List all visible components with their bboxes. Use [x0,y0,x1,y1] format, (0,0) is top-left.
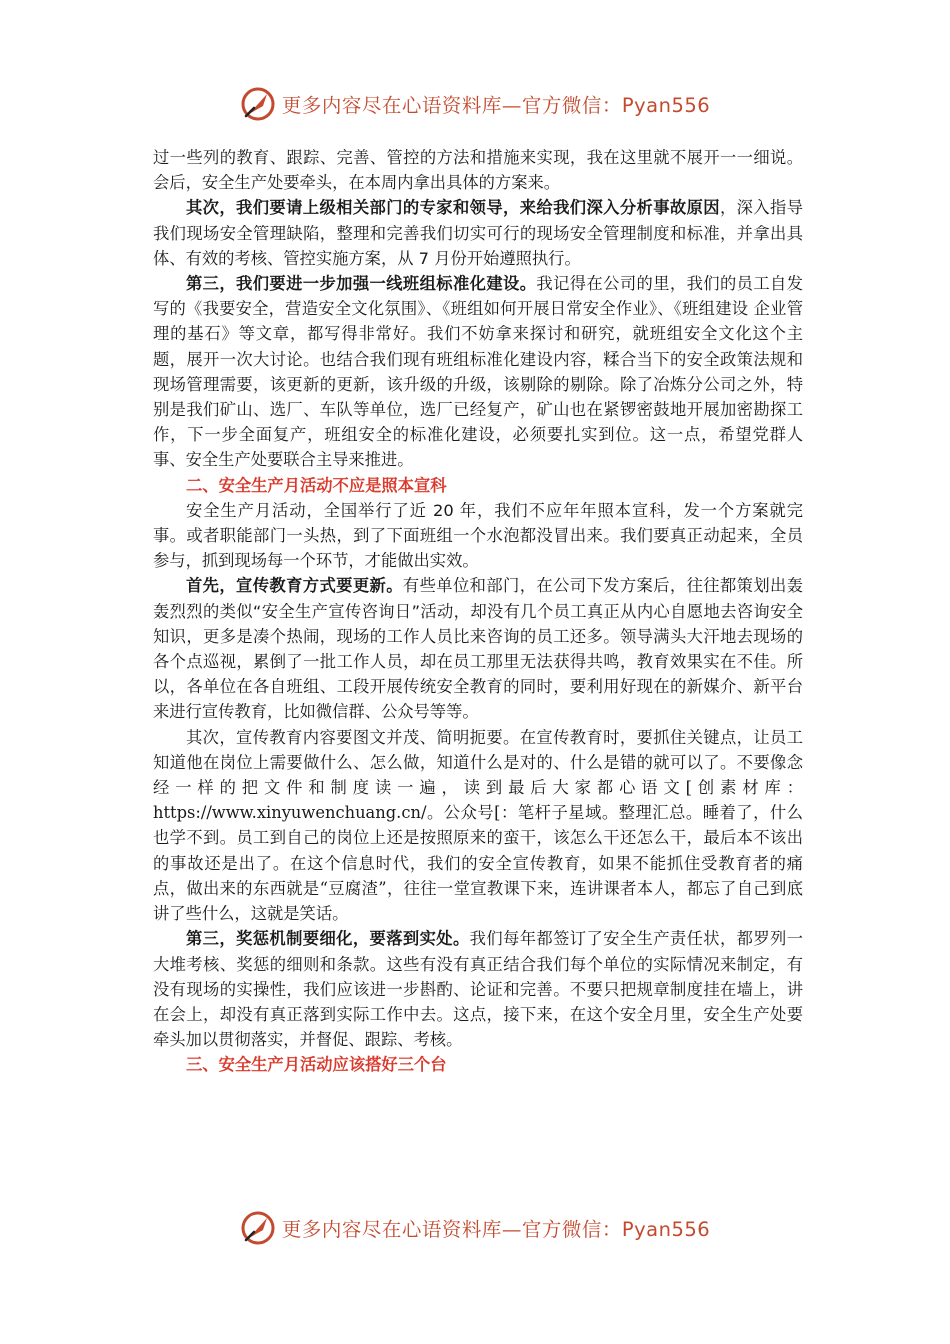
paragraph [153,271,803,473]
paragraph-text: ，深入指导我们现场安全管理缺陷，整理和完善我们切实可行的现场安全管理制度和标准，并拿出具体、有效的考核、管控实施方案，从 7 月份开始遵照执行。 [153,198,803,268]
paragraph: 过一些列的教育、跟踪、完善、管控的方法和措施来实现，我在这里就不展开一一细说。会后，安全生产处要牵头，在本周内拿出具体的方案来。 [153,148,803,193]
banner-wechat-id: Pyan556 [621,94,711,117]
quill-logo-icon [240,86,276,122]
paragraph [153,195,803,271]
quill-logo-icon [240,1210,276,1246]
banner-text-cn: 更多内容尽在心语资料库—官方微信： [281,94,622,117]
paragraph-lead: 首先，宣传教育方式要更新。 [186,576,403,596]
banner-text [282,1214,710,1242]
paragraph-lead: 第三，奖惩机制要细化，要落到实处。 [186,929,470,949]
banner-text [282,90,710,118]
paragraph: 安全生产月活动，全国举行了近 20 年，我们不应年年照本宣科，发一个方案就完事。或者职能部门一头热，到了下面班组一个水泡都没冒出来。我们要真正动起来，全员参与，抓到现场每一个环节，才能做出实效。 [153,500,803,571]
header-banner [0,84,950,124]
paragraph-lead: 第三，我们要进一步加强一线班组标准化建设。 [186,274,537,294]
paragraph [153,926,803,1052]
footer-banner [0,1208,950,1248]
document-body [153,145,803,1078]
banner-text-cn: 更多内容尽在心语资料库—官方微信： [281,1218,622,1241]
section-heading: 三、安全生产月活动应该搭好三个台 [186,1055,447,1075]
paragraph-text: 有些单位和部门，在公司下发方案后，往往都策划出轰轰烈烈的类似“安全生产宣传咨询日”活动，却没有几个员工真正从内心自愿地去咨询安全知识，更多是凑个热闹，现场的工作人员比来咨询的员工还多。领导满头大汗地去现场的各个点巡视，累倒了一批工作人员，却在员工那里无法获得共鸣，教育效果实在不佳。所以，各单位在各自班组、工段开展传统安全教育的同时，要利用好现在的新媒介、新平台来进行宣传教育，比如微信群、公众号等等。 [153,576,803,722]
banner-wechat-id: Pyan556 [621,1218,711,1241]
paragraph-lead: 其次，我们要请上级相关部门的专家和领导，来给我们深入分析事故原因 [186,198,720,218]
paragraph-text: 我记得在公司的里，我们的员工自发写的《我要安全，营造安全文化氛围》、《班组如何开展日常安全作业》、《班组建设 企业管理的基石》等文章，都写得非常好。我们不妨拿来探讨和研究，就班组安全文化这个主题，展开一次大讨论。也结合我们现有班组标准化建设内容，糅合当下的安全政策法规和现场管理需要，该更新的更新，该升级的升级，该剔除的剔除。除了冶炼分公司之外，特别是我们矿山、选厂、车队等单位，选厂已经复产，矿山也在紧锣密鼓地开展加密勘探工作，下一步全面复产，班组安全的标准化建设，必须要扎实到位。这一点，希望党群人事、安全生产处要联合主导来推进。 [153,274,803,470]
section-heading: 二、安全生产月活动不应是照本宣科 [186,475,447,495]
paragraph-text: 我们每年都签订了安全生产责任状，都罗列一大堆考核、奖惩的细则和条款。这些有没有真正结合我们每个单位的实际情况来制定，有没有现场的实操性，我们应该进一步斟酌、论证和完善。不要只把规章制度挂在墙上，讲在会上，却没有真正落到实际工作中去。这点，接下来，在这个安全月里，安全生产处要牵头加以贯彻落实，并督促、跟踪、考核。 [153,929,803,1050]
paragraph: 其次，宣传教育内容要图文并茂、简明扼要。在宣传教育时，要抓住关键点，让员工知道他在岗位上需要做什么、怎么做，知道什么是对的、什么是错的就可以了。不要像念经一样的把文件和制度读一遍，读到最后大家都心语文[创素材库：https://www.xinyuwenchuang.cn/。公众号[：笔杆子星域。整理汇总。睡着了，什么也学不到。员工到自己的岗位上还是按照原来的蛮干，该怎么干还怎么干，最后本不该出的事故还是出了。在这个信息时代，我们的安全宣传教育，如果不能抓住受教育者的痛点，做出来的东西就是“豆腐渣”，往往一堂宣教课下来，连讲课者本人，都忘了自己到底讲了些什么，这就是笑话。 [153,727,803,924]
paragraph [153,573,803,724]
